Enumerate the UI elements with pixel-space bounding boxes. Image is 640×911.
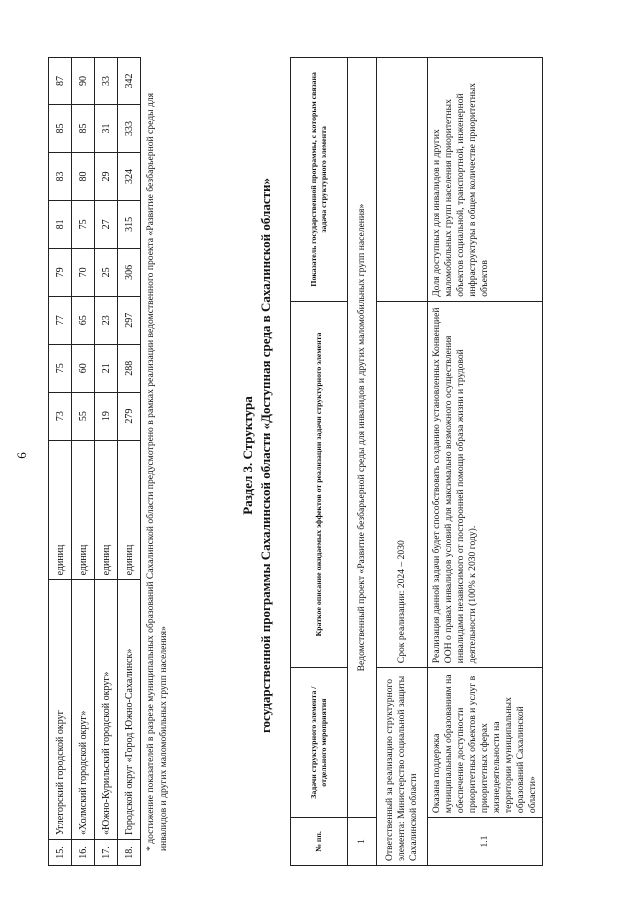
target-value: 25 — [95, 248, 118, 296]
header-effects: Краткое описание ожидаемых эффектов от реализации задачи структурного элемента — [291, 301, 348, 667]
target-value: 315 — [118, 200, 141, 248]
project-num: 1 — [348, 818, 377, 866]
target-value: 29 — [95, 153, 118, 201]
targets-row — [49, 58, 72, 866]
task-row — [428, 58, 543, 866]
target-value: 19 — [95, 392, 118, 440]
target-value: 79 — [49, 248, 72, 296]
target-value: 81 — [49, 200, 72, 248]
indicator-targets-table — [48, 57, 141, 866]
target-value: 75 — [72, 200, 95, 248]
header-indicator: Показатель государственной программы, с которым связана задача структурного элемента — [291, 58, 348, 302]
unit-cell: единиц — [118, 440, 141, 580]
target-value: 65 — [72, 296, 95, 344]
target-value: 73 — [49, 392, 72, 440]
row-number: 16. — [72, 840, 95, 866]
target-value: 85 — [49, 105, 72, 153]
page-number: 6 — [14, 452, 29, 459]
target-value: 23 — [95, 296, 118, 344]
header-tasks: Задачи структурного элемента / отдельного мероприятия — [291, 668, 348, 818]
unit-cell: единиц — [95, 440, 118, 580]
target-value: 33 — [95, 58, 118, 105]
municipality-name: «Холмский городской округ» — [72, 580, 95, 840]
target-value: 75 — [49, 344, 72, 392]
municipality-name: Углегорский городской округ — [49, 580, 72, 840]
task-effect: Реализация данной задачи будет способствовать созданию установленных Конвенцией ООН о правах инвалидов условий для максимально возможного осуществления инвалидами независимого от посторонней помощи образа жизни и трудовой деятельности (100% к 2030 году). — [428, 301, 543, 667]
target-value: 288 — [118, 344, 141, 392]
target-value: 90 — [72, 58, 95, 105]
unit-cell: единиц — [72, 440, 95, 580]
target-value: 80 — [72, 153, 95, 201]
project-title: Ведомственный проект «Развитие безбарьерной среды для инвалидов и других маломобильных групп населения» — [348, 58, 377, 818]
row-number: 17. — [95, 840, 118, 866]
task-num: 1.1 — [428, 818, 543, 866]
target-value: 333 — [118, 105, 141, 153]
target-value: 85 — [72, 105, 95, 153]
targets-row — [118, 58, 141, 866]
section-heading: Раздел 3. Структура — [240, 396, 255, 515]
targets-row — [95, 58, 118, 866]
target-value: 55 — [72, 392, 95, 440]
target-value: 297 — [118, 296, 141, 344]
target-value: 21 — [95, 344, 118, 392]
target-value: 31 — [95, 105, 118, 153]
target-value: 342 — [118, 58, 141, 105]
target-value: 27 — [95, 200, 118, 248]
targets-table-body — [49, 58, 141, 866]
task-indicator: Доля доступных для инвалидов и других маломобильных групп населения приоритетных объектов социальной, транспортной, инженерной инфраструктуры в общем количестве приоритетных объектов — [428, 58, 543, 302]
project-row — [348, 58, 377, 866]
responsible-empty-cell — [377, 58, 428, 302]
targets-row — [72, 58, 95, 866]
period-cell: Срок реализации: 2024 – 2030 — [377, 301, 428, 667]
target-value: 87 — [49, 58, 72, 105]
task-text: Оказана поддержка муниципальным образованиям на обеспечение доступности приоритетных объектов и услуг в приоритетных сферах жизнедеятельности на территории муниципальных образований Сахалинской области» — [428, 668, 543, 818]
municipality-name: Городской округ «Город Южно-Сахалинск» — [118, 580, 141, 840]
header-num: № пп. — [291, 818, 348, 866]
target-value: 324 — [118, 153, 141, 201]
target-value: 306 — [118, 248, 141, 296]
row-number: 15. — [49, 840, 72, 866]
section-subheading: государственной программы Сахалинской области «Доступная среда в Сахалинской области» — [258, 177, 273, 734]
target-value: 279 — [118, 392, 141, 440]
target-value: 60 — [72, 344, 95, 392]
target-value: 77 — [49, 296, 72, 344]
municipality-name: «Южно-Курильский городской округ» — [95, 580, 118, 840]
responsible-cell: Ответственный за реализацию структурного элемента: Министерство социальной защиты Сахалинской области — [377, 668, 428, 866]
row-number: 18. — [118, 840, 141, 866]
unit-cell: единиц — [49, 440, 72, 580]
program-structure-table — [290, 57, 543, 866]
target-value: 70 — [72, 248, 95, 296]
footnote: * достижение показателей в разрезе муниципальных образований Сахалинской области предусмотрено в рамках реализации ведомственного проекта «Развитие безбарьерной среды для инвалидов и других маломобильных групп населения» — [145, 92, 169, 851]
responsible-row — [377, 58, 428, 866]
target-value: 83 — [49, 153, 72, 201]
